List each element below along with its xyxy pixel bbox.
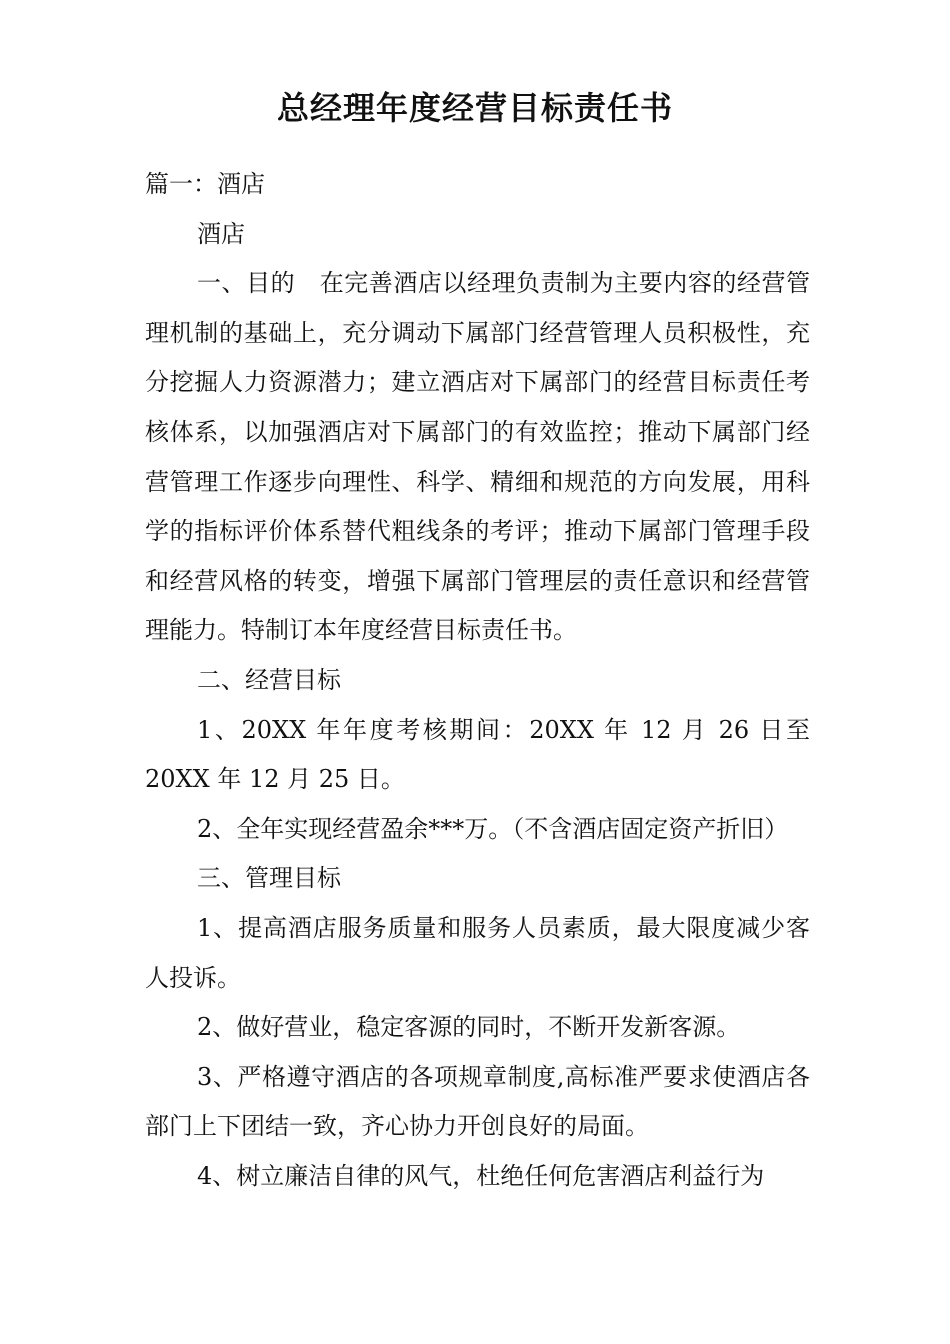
paragraph: 2、做好营业，稳定客源的同时，不断开发新客源。: [197, 1013, 741, 1042]
document-body: [145, 160, 810, 1201]
paragraph: 1、提高酒店服务质量和服务人员素质，最大限度减少客人投诉。: [145, 913, 810, 992]
paragraph: 1、20XX 年年度考核期间：20XX 年 12 月 26 日至 20XX 年 12 月 25 日。: [145, 715, 810, 794]
heading-paragraph: 二、经营目标: [197, 665, 341, 694]
section-label: 篇一：酒店: [145, 170, 265, 198]
paragraph: 一、目的 在完善酒店以经理负责制为主要内容的经营管理机制的基础上，充分调动下属部门经营管理人员积极性，充分挖掘人力资源潜力；建立酒店对下属部门的经营目标责任考核体系，以加强酒店对下属部门的有效监控；推动下属部门经营管理工作逐步向理性、科学、精细和规范的方向发展，用科学的指标评价体系替代粗线条的考评；推动下属部门管理手段和经营风格的转变，增强下属部门管理层的责任意识和经营管理能力。特制订本年度经营目标责任书。: [145, 269, 810, 645]
heading-paragraph: 三、管理目标: [197, 864, 341, 893]
paragraph: 3、严格遵守酒店的各项规章制度,高标准严要求使酒店各部门上下团结一致，齐心协力开创良好的局面。: [145, 1062, 810, 1141]
paragraph: 4、树立廉洁自律的风气，杜绝任何危害酒店利益行为: [197, 1161, 765, 1190]
paragraph: 2、全年实现经营盈余***万。（不含酒店固定资产折旧）: [197, 814, 789, 843]
document-title: 总经理年度经营目标责任书: [276, 89, 673, 127]
paragraph: 酒店: [197, 219, 245, 248]
